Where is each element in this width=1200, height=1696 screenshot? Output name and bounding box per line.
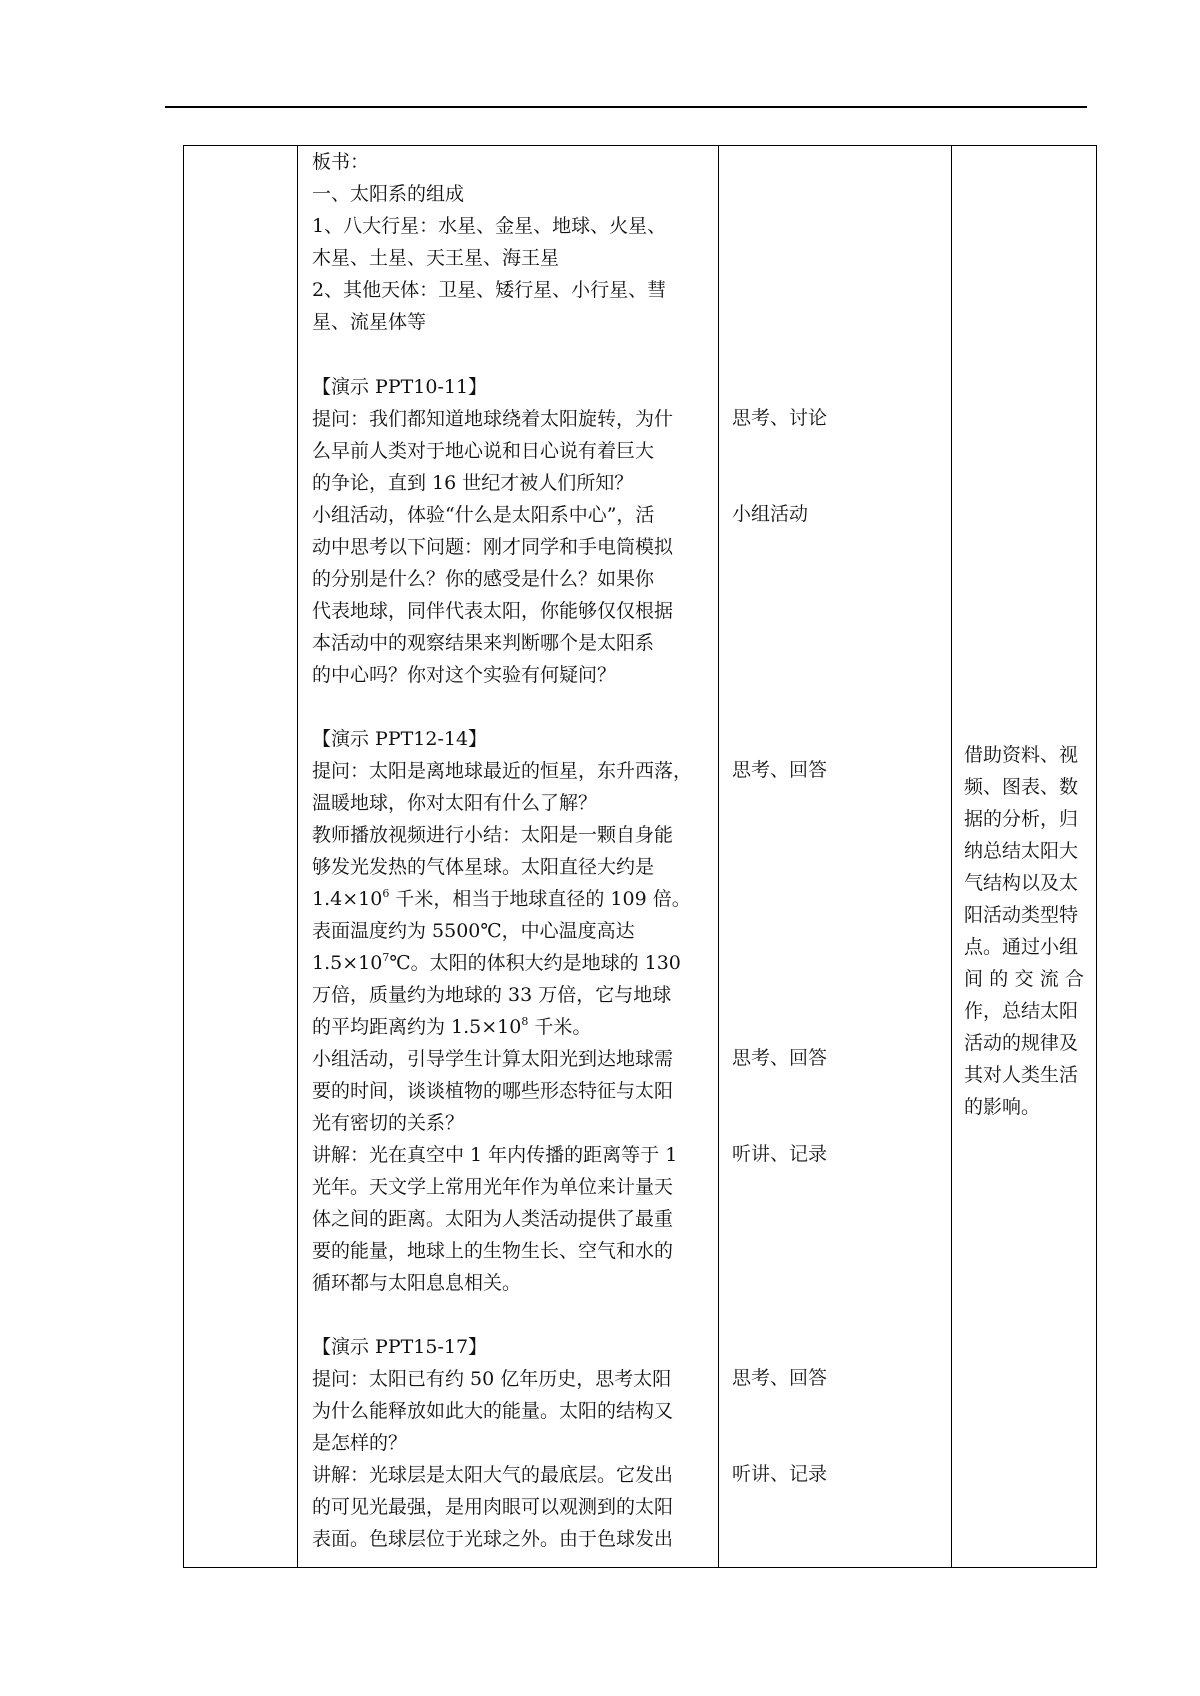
demo3-explain-line1: 讲解：光球层是太阳大气的最底层。它发出 xyxy=(312,1464,674,1486)
demo1-question-line3: 的争论，直到 16 世纪才被人们所知？ xyxy=(312,472,634,494)
demo3-title: 【演示 PPT15-17】 xyxy=(312,1336,488,1358)
demo1-group-line2: 动中思考以下问题：刚才同学和手电筒模拟 xyxy=(312,536,674,558)
demo3-question-line1: 提问：太阳已有约 50 亿年历史，思考太阳 xyxy=(312,1368,672,1390)
demo1-group-line3: 的分别是什么？你的感受是什么？如果你 xyxy=(312,568,655,590)
student-activity-5: 听讲、记录 xyxy=(732,1143,828,1165)
char: 间 xyxy=(964,968,984,990)
demo2-question-line1: 提问：太阳是离地球最近的恒星，东升西落， xyxy=(312,760,693,782)
design-intent-line12: 的影响。 xyxy=(964,1096,1041,1118)
design-intent-line8 xyxy=(964,963,1084,995)
design-intent-line10: 活动的规律及 xyxy=(964,1032,1079,1054)
demo2-question-line2: 温暖地球，你对太阳有什么了解？ xyxy=(312,792,598,814)
lesson-table xyxy=(183,145,1097,1568)
demo2-group-line1: 小组活动，引导学生计算太阳光到达地球需 xyxy=(312,1048,674,1070)
design-intent-line9: 作，总结太阳 xyxy=(964,1000,1079,1022)
char: 流 xyxy=(1039,968,1059,990)
demo2-group-line3: 光有密切的关系？ xyxy=(312,1112,465,1134)
design-intent-line7: 点。通过小组 xyxy=(964,936,1079,958)
demo2-summary-line4: 表面温度约为 5500℃，中心温度高达 xyxy=(312,920,635,942)
demo2-explain-line5: 循环都与太阳息息相关。 xyxy=(312,1272,522,1294)
design-intent-line3: 据的分析，归 xyxy=(964,808,1079,830)
design-intent-line5: 气结构以及太 xyxy=(964,872,1079,894)
demo1-question-line2: 么早前人类对于地心说和日心说有着巨大 xyxy=(312,440,655,462)
teacher-activity-cell xyxy=(312,146,707,1567)
column-divider-1 xyxy=(297,146,298,1567)
demo3-question-line3: 是怎样的？ xyxy=(312,1432,408,1454)
demo3-question-line2: 为什么能释放如此大的能量。太阳的结构又 xyxy=(312,1400,674,1422)
design-intent-line4: 纳总结太阳大 xyxy=(964,840,1079,862)
demo2-title: 【演示 PPT12-14】 xyxy=(312,728,488,750)
demo2-summary-line2: 够发光发热的气体星球。太阳直径大约是 xyxy=(312,856,655,878)
student-activity-6: 思考、回答 xyxy=(732,1367,828,1389)
student-activity-1: 思考、讨论 xyxy=(732,407,828,429)
student-activity-3: 思考、回答 xyxy=(732,759,828,781)
column-divider-2 xyxy=(718,146,719,1567)
char: 合 xyxy=(1064,968,1084,990)
design-intent-line11: 其对人类生活 xyxy=(964,1064,1079,1086)
board-heading: 一、太阳系的组成 xyxy=(312,183,465,205)
demo1-group-line4: 代表地球，同伴代表太阳，你能够仅仅根据 xyxy=(312,600,674,622)
design-intent-line6: 阳活动类型特 xyxy=(964,904,1079,926)
board-item1-line1: 1、八大行星：水星、金星、地球、火星、 xyxy=(312,215,667,237)
student-activity-2: 小组活动 xyxy=(732,503,809,525)
char: 的 xyxy=(989,968,1009,990)
design-intent-line1: 借助资料、视 xyxy=(964,744,1079,766)
demo2-summary-line7: 的平均距离约为 $1.5\times 10^8$ 千米。 xyxy=(312,1015,592,1038)
student-activity-4: 思考、回答 xyxy=(732,1047,828,1069)
demo2-explain-line2: 光年。天文学上常用光年作为单位来计量天 xyxy=(312,1176,674,1198)
demo2-summary-line1: 教师播放视频进行小结：太阳是一颗自身能 xyxy=(312,824,674,846)
column-divider-3 xyxy=(951,146,952,1567)
demo2-group-line2: 要的时间，谈谈植物的哪些形态特征与太阳 xyxy=(312,1080,674,1102)
header-rule xyxy=(165,106,1087,108)
char: 交 xyxy=(1014,968,1034,990)
student-activity-cell xyxy=(732,146,942,1567)
board-item2-line1: 2、其他天体：卫星、矮行星、小行星、彗 xyxy=(312,279,667,301)
demo1-group-line6: 的中心吗？你对这个实验有何疑问？ xyxy=(312,664,617,686)
board-item2-line2: 星、流星体等 xyxy=(312,311,427,333)
board-item1-line2: 木星、土星、天王星、海王星 xyxy=(312,247,560,269)
demo2-explain-line4: 要的能量，地球上的生物生长、空气和水的 xyxy=(312,1240,674,1262)
demo1-group-line1: 小组活动，体验“什么是太阳系中心”，活 xyxy=(312,504,655,526)
student-activity-7: 听讲、记录 xyxy=(732,1463,828,1485)
demo2-explain-line1: 讲解：光在真空中 1 年内传播的距离等于 1 xyxy=(312,1144,678,1166)
demo2-summary-line3: $1.4\times 10^6$ 千米，相当于地球直径的 109 倍。 xyxy=(312,887,691,910)
demo3-explain-line2: 的可见光最强，是用肉眼可以观测到的太阳 xyxy=(312,1496,674,1518)
demo1-group-line5: 本活动中的观察结果来判断哪个是太阳系 xyxy=(312,632,655,654)
demo2-summary-line6: 万倍，质量约为地球的 33 万倍，它与地球 xyxy=(312,984,672,1006)
board-label: 板书： xyxy=(312,151,370,173)
design-intent-cell xyxy=(964,146,1084,1567)
design-intent-line2: 频、图表、数 xyxy=(964,776,1079,798)
demo1-title: 【演示 PPT10-11】 xyxy=(312,376,488,398)
demo2-summary-line5: $1.5\times 10^7℃$。太阳的体积大约是地球的 130 xyxy=(312,951,681,974)
demo2-explain-line3: 体之间的距离。太阳为人类活动提供了最重 xyxy=(312,1208,674,1230)
demo3-explain-line3: 表面。色球层位于光球之外。由于色球发出 xyxy=(312,1528,674,1550)
empty-step-cell xyxy=(184,146,297,1567)
demo1-question-line1: 提问：我们都知道地球绕着太阳旋转，为什 xyxy=(312,408,674,430)
